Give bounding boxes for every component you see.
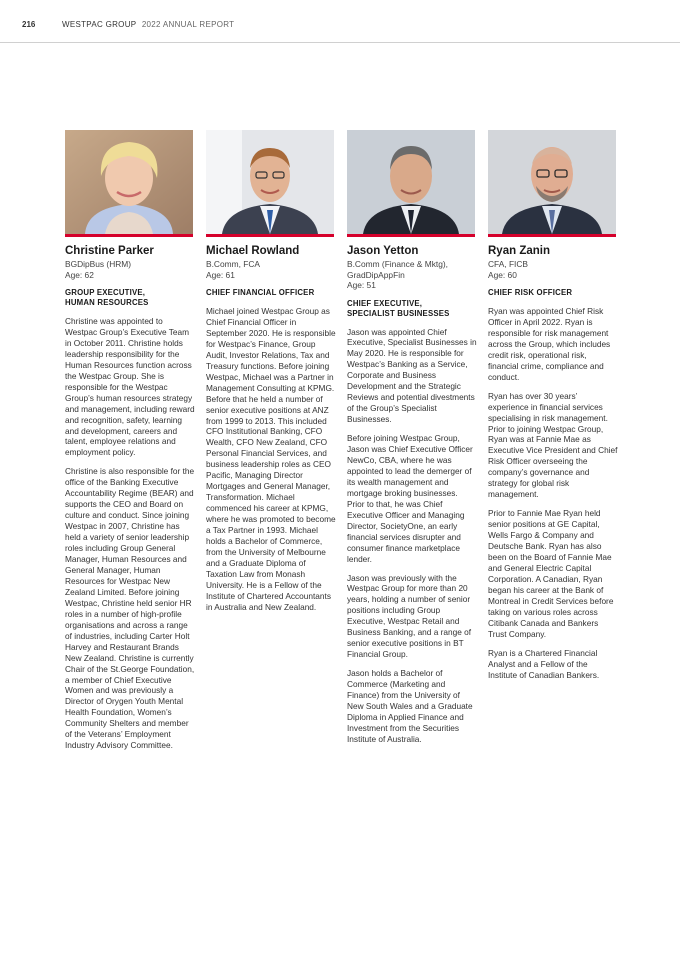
role-line: CHIEF RISK OFFICER xyxy=(488,288,573,297)
portrait-photo xyxy=(206,130,334,237)
executive-age: Age: 51 xyxy=(347,280,376,290)
page-number: 216 xyxy=(22,20,36,29)
executive-age: Age: 62 xyxy=(65,269,94,280)
bio-paragraph: Prior to Fannie Mae Ryan held senior positions at GE Capital, Wells Fargo & Company and Deutsche Bank. Ryan has also been on the Board of Fannie Mae and General Electric Capital Corporation. A Canadian, Ryan began his career at the Bank of Montreal in Credit Services before taking on various roles across Citibank Canada and Bankers Trust Company. xyxy=(488,508,614,639)
executive-name: Christine Parker xyxy=(65,245,154,257)
page-header xyxy=(0,0,680,43)
executive-profile-ryan-zanin xyxy=(488,130,618,681)
executive-age: Age: 61 xyxy=(206,269,235,280)
executive-qualifications: B.Comm (Finance & Mktg), GradDipAppFin xyxy=(347,259,448,280)
report-name: 2022 ANNUAL REPORT xyxy=(141,20,235,29)
organization-name: WESTPAC GROUP xyxy=(62,20,137,29)
bio-paragraph: Ryan was appointed Chief Risk Officer in April 2022. Ryan is responsible for risk management across the Group, which includes credit risk, operational risk, financial crime, compliance and conduct. xyxy=(488,306,611,382)
executive-role xyxy=(488,288,618,298)
executive-name: Ryan Zanin xyxy=(488,245,550,257)
portrait-photo xyxy=(65,130,193,237)
portrait-photo xyxy=(347,130,475,237)
executive-role xyxy=(206,288,336,298)
bio-paragraph: Christine was appointed to Westpac Group’s Executive Team in October 2011. Christine holds leadership responsibility for the Human Resources function across the Westpac Group. She is responsible for the Westpac Group’s human resources strategy and management, including reward and recognition, safety, learning and development, careers and talent, employee relations and employment policy. xyxy=(65,316,195,458)
role-line: CHIEF EXECUTIVE, xyxy=(347,298,423,308)
bio-paragraph: Jason holds a Bachelor of Commerce (Marketing and Finance) from the University of New South Wales and a Graduate Diploma in Applied Finance and Investment from the Securities Institute of Australia. xyxy=(347,668,473,744)
bio-paragraph: Michael joined Westpac Group as Chief Financial Officer in September 2020. He is responsible for Westpac’s Finance, Group Audit, Investor Relations, Tax and Treasury functions. Before joining Westpac, Michael was a Partner in Management Consulting at KPMG. Before that he held a number of senior executive positions at ANZ from 1999 to 2013. This included CFO Institutional Banking, CFO Wealth, CFO New Zealand, CFO Personal Financial Services, and business leadership roles as CEO Pacific, Managing Director Mortgages and General Manager, Transformation. Michael commenced his career at KPMG, where he was promoted to become a Tax Partner in 1993. Michael holds a Bachelor of Commerce, from the University of Melbourne and a Graduate Diploma of Taxation Law from Monash University. He is a Fellow of the Institute of Chartered Accountants in Australia and New Zealand. xyxy=(206,306,336,612)
portrait-photo xyxy=(488,130,616,237)
bio-paragraph: Jason was appointed Chief Executive, Specialist Businesses in May 2020. He is responsible for Westpac’s Banking as a Service, Corporate and Business Development and the Strategic Reviews and potential divestments of the Group’s Specialist Businesses. xyxy=(347,326,477,425)
bio-paragraph: Ryan is a Chartered Financial Analyst and a Fellow of the Institute of Canadian Bankers. xyxy=(488,647,600,680)
executive-profile-michael-rowland xyxy=(206,130,336,613)
executive-name: Michael Rowland xyxy=(206,245,300,257)
executive-age: Age: 60 xyxy=(488,269,517,280)
executive-qualifications: B.Comm, FCA xyxy=(206,259,260,269)
bio-paragraph: Ryan has over 30 years’ experience in financial services specialising in risk management. Prior to joining Westpac Group, Ryan was at Fannie Mae as Executive Vice President and Chief Risk Officer overseeing the company’s governance and strategy for global risk management. xyxy=(488,390,618,500)
executive-role xyxy=(347,299,477,319)
role-line: SPECIALIST BUSINESSES xyxy=(347,308,450,318)
bio-paragraph: Before joining Westpac Group, Jason was Chief Executive Officer NewCo, CBA, where he was appointed to lead the demerger of its wealth management and mortgage broking businesses. Prior to that, he was Chief Executive Officer and Managing Director, SocietyOne, an early financial services disrupter and consumer finance marketplace lender. xyxy=(347,433,473,564)
executive-qualifications: CFA, FICB xyxy=(488,259,529,269)
executive-name: Jason Yetton xyxy=(347,245,419,257)
executive-profile-jason-yetton xyxy=(347,130,477,745)
role-line: CHIEF FINANCIAL OFFICER xyxy=(206,288,315,297)
executive-profile-christine-parker xyxy=(65,130,195,751)
bio-paragraph: Jason was previously with the Westpac Group for more than 20 years, holding a number of senior positions including Group Executive, Westpac Retail and Business Banking, and a range of senior executive positions in BT Financial Group. xyxy=(347,572,472,660)
executive-role xyxy=(65,288,195,308)
bio-paragraph: Christine is also responsible for the office of the Banking Executive Accountability Regime (BEAR) and supports the CEO and Board on culture and conduct. Since joining Westpac in 2007, Christine has held a variety of senior leadership roles including Group General Manager, Human Resources and General Manager, Human Resources for Westpac New Zealand Limited. Before joining Westpac, Christine held senior HR roles in a number of high-profile organisations and across a range of industries, including Carter Holt Harvey and Restaurant Brands New Zealand. Christine is currently Chair of the St.George Foundation, a member of Chief Executive Women and was previously a Director of Orygen Youth Mental Health Foundation, Women’s Community Shelters and member of the Veterans’ Employment Industry Advisory Committee. xyxy=(65,466,195,751)
role-line: HUMAN RESOURCES xyxy=(65,298,149,307)
role-line: GROUP EXECUTIVE, xyxy=(65,288,146,297)
executive-qualifications: BGDipBus (HRM) xyxy=(65,259,132,269)
report-title xyxy=(62,20,234,29)
